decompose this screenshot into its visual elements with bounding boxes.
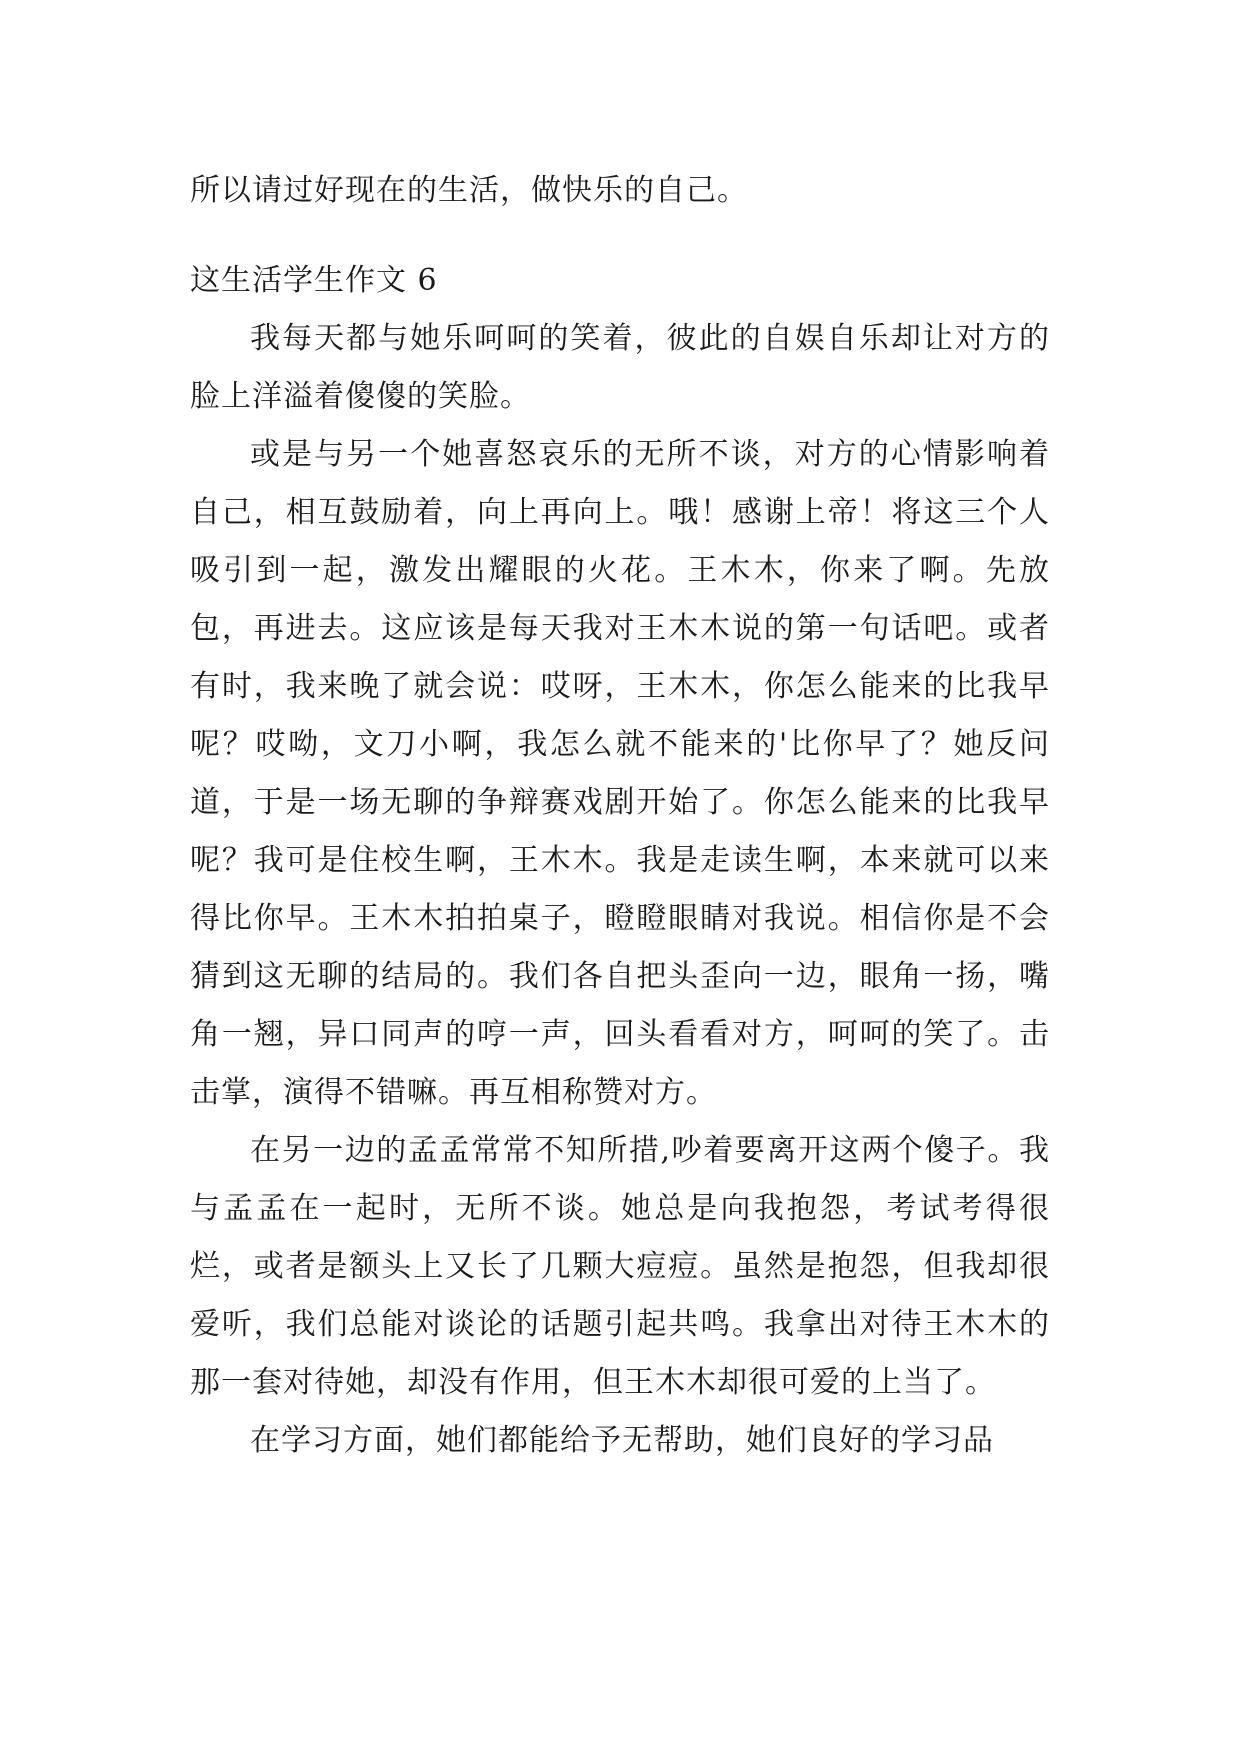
paragraph-1: 我每天都与她乐呵呵的笑着，彼此的自娱自乐却让对方的脸上洋溢着傻傻的笑脸。 — [190, 321, 1050, 414]
continuation-text — [190, 162, 1050, 220]
paragraph-2: 或是与另一个她喜怒哀乐的无所不谈，对方的心情影响着自己，相互鼓励着，向上再向上。哦！感谢上帝！将这三个人吸引到一起，激发出耀眼的火花。王木木，你来了啊。先放包，再进去。这应该是每天我对王木木说的第一句话吧。或者有时，我来晚了就会说：哎呀，王木木，你怎么能来的比我早呢？哎呦，文刀小啊，我怎么就不能来的'比你早了？她反问道，于是一场无聊的争辩赛戏剧开始了。你怎么能来的比我早呢？我可是住校生啊，王木木。我是走读生啊，本来就可以来得比你早。王木木拍拍桌子，瞪瞪眼睛对我说。相信你是不会猜到这无聊的结局的。我们各自把头歪向一边，眼角一扬，嘴角一翘，异口同声的哼一声，回头看看对方，呵呵的笑了。击击掌，演得不错嘛。再互相称赞对方。 — [190, 437, 1050, 1110]
paragraph-3: 在另一边的孟孟常常不知所措,吵着要离开这两个傻子。我与孟孟在一起时，无所不谈。她总是向我抱怨，考试考得很烂，或者是额头上又长了几颗大痘痘。虽然是抱怨，但我却很爱听，我们总能对谈论的话题引起共鸣。我拿出对待王木木的那一套对待她，却没有作用，但王木木却很可爱的上当了。 — [190, 1133, 1050, 1400]
continuation-line: 所以请过好现在的生活，做快乐的自己。 — [190, 173, 748, 208]
essay-body — [190, 310, 1050, 1470]
section-title-block — [190, 252, 1050, 310]
paragraph-4: 在学习方面，她们都能给予无帮助，她们良好的学习品 — [250, 1423, 994, 1458]
section-title: 这生活学生作文 6 — [190, 263, 438, 298]
